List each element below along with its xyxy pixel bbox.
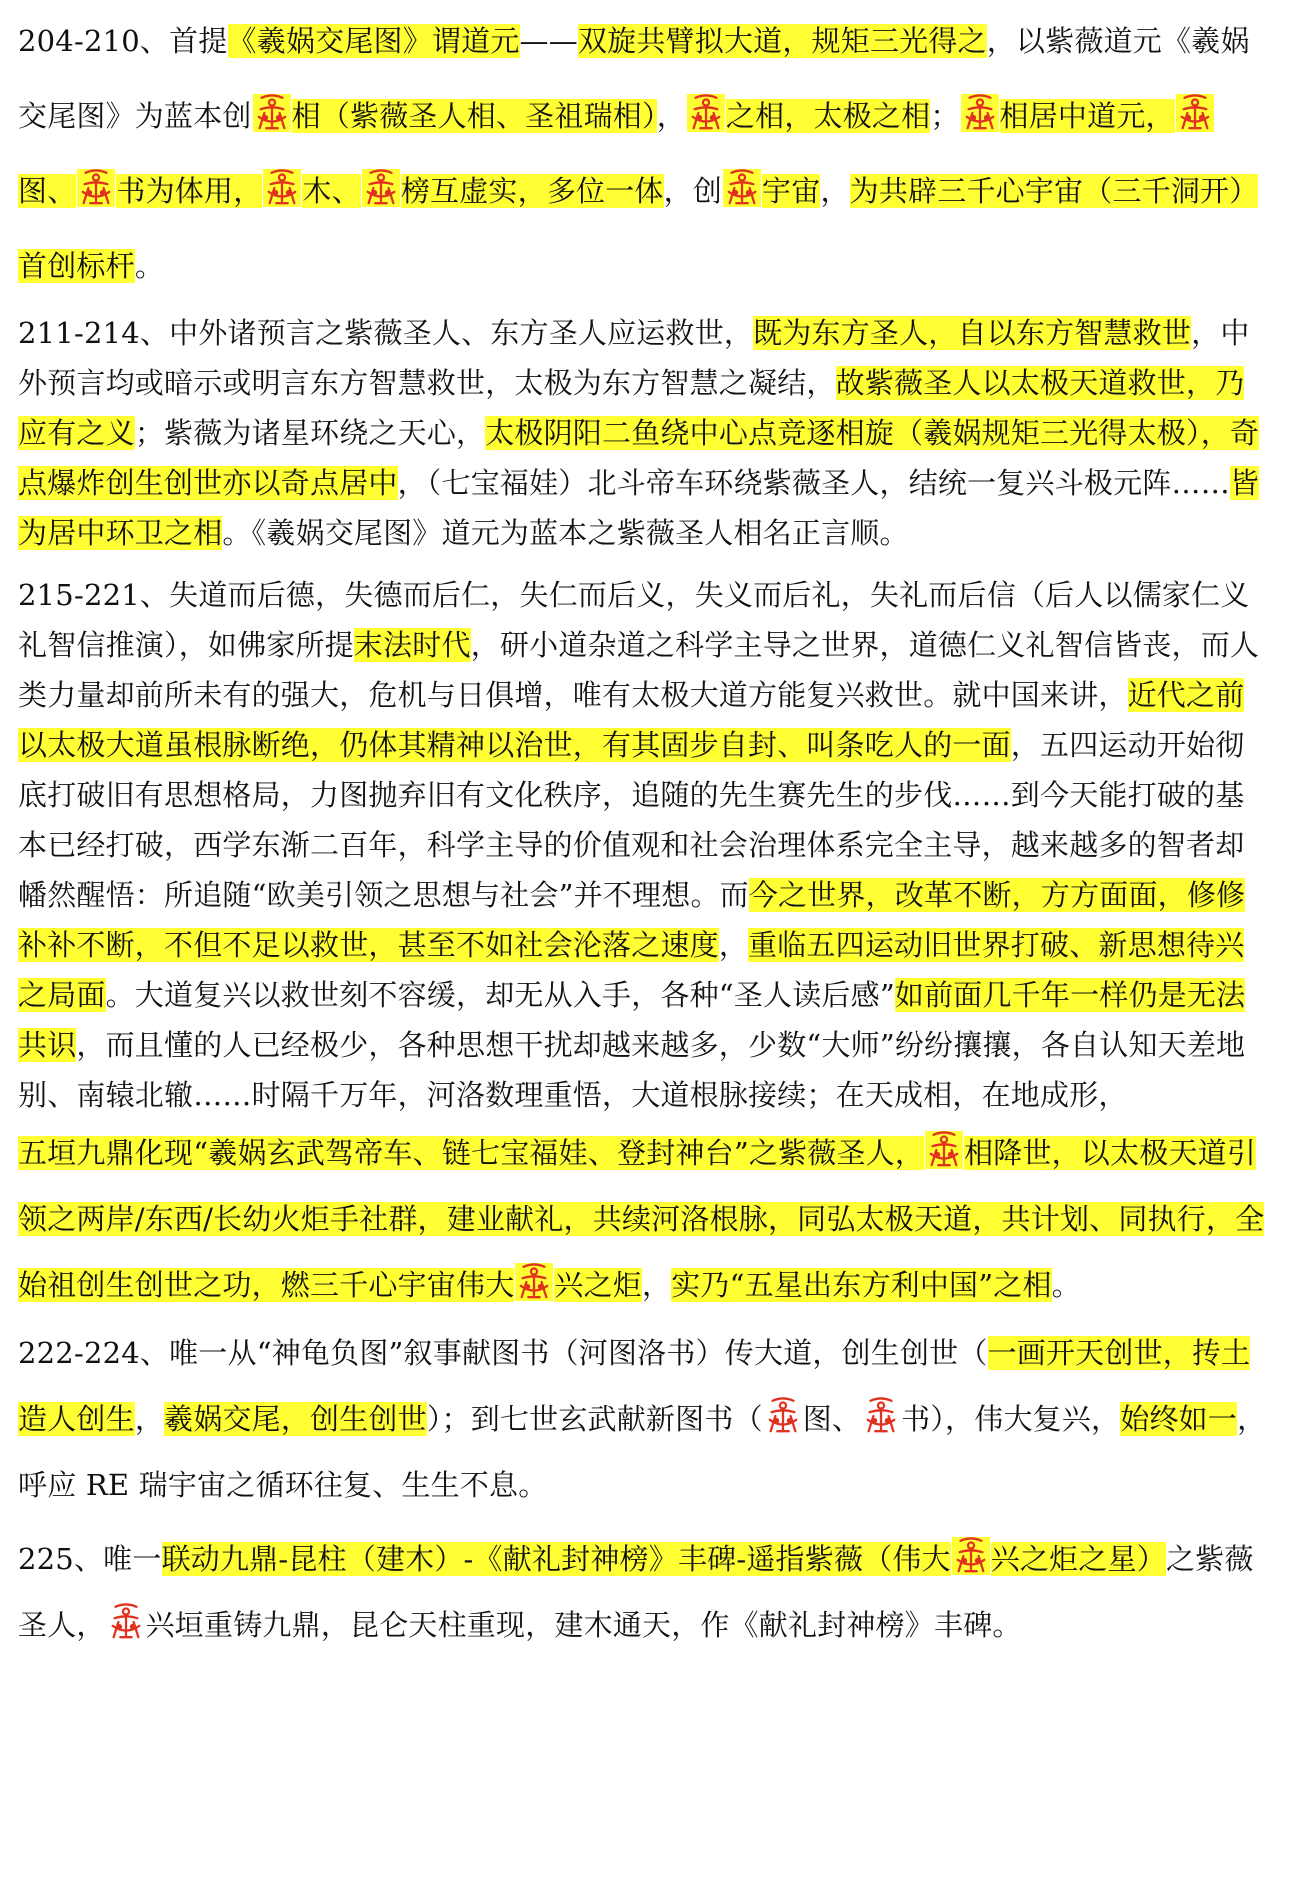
highlighted-text: 一画开天创世，抟土造人创生 — [18, 1336, 1251, 1436]
highlighted-text: 太极阴阳二鱼绕中心点竞逐相旋（羲娲规矩三光得太极），奇点爆炸创生创世亦以奇点居中 — [18, 416, 1260, 500]
highlighted-text: 书为体用， — [116, 174, 263, 208]
highlighted-text: 联动九鼎-昆柱（建木）-《献礼封神榜》丰碑-遥指紫薇（伟大 — [161, 1542, 951, 1576]
highlighted-text: 实乃“五星出东方利中国”之相 — [671, 1268, 1052, 1302]
highlighted-text: 始终如一 — [1120, 1402, 1238, 1436]
text-run: 222-224、唯一从“神龟负图”叙事献图书（河图洛书）传大道，创生创世（ — [18, 1336, 988, 1370]
highlighted-text: 为共辟三千心宇宙（三千洞开）首创标杆 — [18, 174, 1259, 283]
text-run: ，而且懂的人已经极少，各种思想干扰却越来越多，少数“大师”纷纷攘攘，各自认知天差地别、南辕北辙……时隔千万年，河洛数理重悟，大道根脉接续；在天成相，在地成形， — [18, 1028, 1246, 1112]
highlighted-text: 双旋共臂拟大道，规矩三光得之 — [577, 24, 987, 58]
highlighted-text: 今之世界，改革不断，方方面面，修修补补不断，不但不足以救世，甚至不如社会沦落之速度 — [18, 878, 1246, 962]
paragraph-225 — [18, 1526, 1271, 1658]
highlighted-text: 榜互虚实，多位一体 — [400, 174, 664, 208]
text-run: ；紫薇为诸星环绕之天心， — [134, 416, 486, 450]
red-ancestral-symbol-icon — [107, 1603, 145, 1641]
highlighted-text: 兴之炬 — [554, 1268, 643, 1302]
text-run: ，呼应 RE 瑞宇宙之循环往复、生生不息。 — [18, 1402, 1267, 1502]
red-ancestral-symbol-icon — [723, 169, 761, 207]
highlighted-text: 图、 — [18, 174, 77, 208]
text-run: 之紫薇圣人， — [18, 1542, 1254, 1642]
text-run: ， — [718, 928, 749, 962]
text-run: —— — [519, 24, 578, 58]
text-run: ， — [642, 1268, 672, 1302]
red-ancestral-symbol-icon — [253, 94, 291, 132]
text-run: ，创 — [663, 174, 723, 208]
red-ancestral-symbol-icon — [263, 169, 301, 207]
text-run: ， — [134, 1402, 165, 1436]
text-run: ， — [820, 174, 850, 208]
text-run: ，（七宝福娃）北斗帝车环绕紫薇圣人，结统一复兴斗极元阵…… — [397, 466, 1230, 500]
highlighted-text: 末法时代 — [353, 628, 471, 662]
text-run: 书），伟大复兴， — [901, 1402, 1121, 1436]
highlighted-text: 羲娲交尾，创生创世 — [164, 1402, 427, 1436]
highlighted-text: 木、 — [302, 174, 361, 208]
text-run: ，研小道杂道之科学主导之世界，道德仁义礼智信皆丧，而人类力量却前所未有的强大，危机与日俱增，唯有太极大道方能复兴救世。就中国来讲， — [18, 628, 1260, 712]
red-ancestral-symbol-icon — [961, 94, 999, 132]
text-run: ）；到七世玄武献新图书（ — [426, 1402, 763, 1436]
text-run: ，五四运动开始彻底打破旧有思想格局，力图抛弃旧有文化秩序，追随的先生赛先生的步伐……到今天能打破的基本已经打破，西学东渐二百年，科学主导的价值观和社会治理体系完全主导，越来越多的智者却幡然醒悟：所追随“欧美引领之思想与社会”并不理想。而 — [18, 728, 1245, 912]
text-run: ； — [930, 99, 960, 133]
text-run: ，中外预言均或暗示或明言东方智慧救世，太极为东方智慧之凝结， — [18, 316, 1250, 400]
text-run: 图、 — [802, 1402, 862, 1436]
highlighted-text: 之相，太极之相 — [725, 99, 931, 133]
paragraph-215-221 — [18, 570, 1271, 1120]
paragraph-211-214 — [18, 308, 1271, 558]
text-run: 兴垣重铸九鼎，昆仑天柱重现，建木通天，作《献礼封神榜》丰碑。 — [145, 1608, 1022, 1642]
highlighted-text: 相（紫薇圣人相、圣祖瑞相） — [291, 99, 657, 133]
red-ancestral-symbol-icon — [1176, 94, 1214, 132]
highlighted-text: 重临五四运动旧世界打破、新思想待兴之局面 — [18, 928, 1245, 1012]
highlighted-text: 《羲娲交尾图》谓道元 — [227, 24, 520, 58]
text-run: 。《羲娲交尾图》道元为蓝本之紫薇圣人相名正言顺。 — [222, 516, 909, 550]
text-run: 225、唯一 — [18, 1542, 162, 1576]
text-run: 215-221、失道而后德，失德而后仁，失仁而后义，失义而后礼，失礼而后信（后人以儒家仁义礼智信推演），如佛家所提 — [18, 578, 1250, 662]
text-run: 204-210、首提 — [18, 24, 228, 58]
paragraph-204-210 — [18, 4, 1271, 304]
red-ancestral-symbol-icon — [362, 169, 400, 207]
red-ancestral-symbol-icon — [764, 1397, 802, 1435]
highlighted-text: 皆为居中环卫之相 — [18, 466, 1260, 550]
text-run: 。 — [1051, 1268, 1081, 1302]
highlighted-text: 如前面几千年一样仍是无法共识 — [18, 978, 1246, 1062]
highlighted-text: 五垣九鼎化现“羲娲玄武驾帝车、链七宝福娃、登封神台”之紫薇圣人， — [18, 1136, 925, 1170]
red-ancestral-symbol-icon — [925, 1131, 963, 1169]
highlighted-text: 既为东方圣人，自以东方智慧救世 — [753, 316, 1192, 350]
red-ancestral-symbol-icon — [862, 1397, 900, 1435]
highlighted-text: 兴之炬之星） — [990, 1542, 1166, 1576]
red-ancestral-symbol-icon — [515, 1263, 553, 1301]
highlighted-text: 故紫薇圣人以太极天道救世，乃应有之义 — [18, 366, 1245, 450]
highlighted-text: 相居中道元， — [999, 99, 1175, 133]
text-run: 。 — [134, 249, 165, 283]
highlighted-text: 相降世，以太极天道引领之两岸/东西/长幼火炬手社群，建业献礼，共续河洛根脉，同弘太极天道，共计划、同执行，全始祖创生创世之功，燃三千心宇宙伟大 — [18, 1136, 1265, 1302]
paragraph-215-221-continued — [18, 1120, 1271, 1318]
red-ancestral-symbol-icon — [687, 94, 725, 132]
red-ancestral-symbol-icon — [77, 169, 115, 207]
text-run: ，以紫薇道元《羲娲交尾图》为蓝本创 — [18, 24, 1250, 133]
red-ancestral-symbol-icon — [952, 1537, 990, 1575]
paragraph-222-224 — [18, 1320, 1271, 1518]
text-run: ， — [656, 99, 686, 133]
text-run: 。大道复兴以救世刻不容缓，却无从入手，各种“圣人读后感” — [105, 978, 895, 1012]
text-run: 211-214、中外诸预言之紫薇圣人、东方圣人应运救世， — [18, 316, 754, 350]
highlighted-text: 宇宙 — [762, 174, 821, 208]
highlighted-text: 近代之前以太极大道虽根脉断绝，仍体其精神以治世，有其固步自封、叫条吃人的一面 — [18, 678, 1245, 762]
